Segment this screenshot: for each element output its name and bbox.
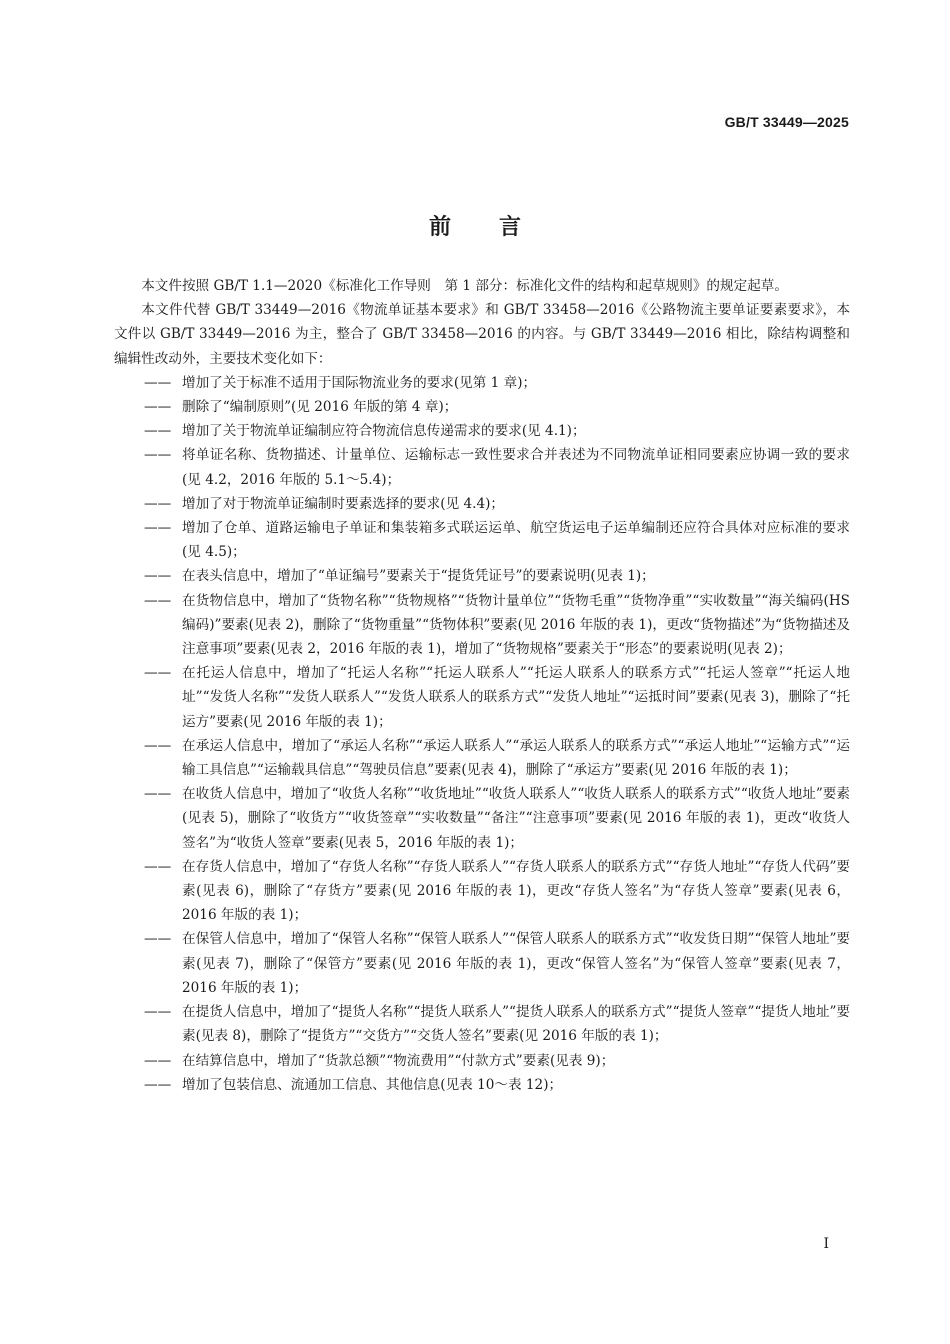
list-item <box>114 564 850 588</box>
dash-marker: —— <box>144 1004 172 1021</box>
list-item-text: 增加了关于标准不适用于国际物流业务的要求(见第 1 章)； <box>182 374 537 391</box>
page-number: I <box>823 1236 829 1252</box>
list-item-text: 在提货人信息中，增加了“提货人名称”“提货人联系人”“提货人联系人的联系方式”“提货人签章”“提货人地址”要素(见表 8)，删除了“提货方”“交货方”“交货人签名”要素(见 2016 年版的表 1)； <box>182 1004 850 1045</box>
list-item <box>114 734 850 782</box>
list-item <box>114 927 850 1000</box>
dash-marker: —— <box>144 592 172 609</box>
dash-marker: —— <box>144 399 172 416</box>
dash-marker: —— <box>144 447 172 464</box>
dash-marker: —— <box>144 858 172 875</box>
list-item-text: 在保管人信息中，增加了“保管人名称”“保管人联系人”“保管人联系人的联系方式”“收发货日期”“保管人地址”要素(见表 7)，删除了“保管方”要素(见 2016 年版的表 1)，更改“保管人签名”为“保管人签章”要素(见表 7，2016 年版的表 1)； <box>182 931 850 996</box>
list-item-text: 增加了包装信息、流通加工信息、其他信息(见表 10～表 12)； <box>182 1076 563 1093</box>
dash-marker: —— <box>144 1052 172 1069</box>
list-item-text: 删除了“编制原则”(见 2016 年版的第 4 章)； <box>182 399 458 416</box>
list-item <box>114 1000 850 1048</box>
list-item <box>114 492 850 516</box>
list-item-text: 在存货人信息中，增加了“存货人名称”“存货人联系人”“存货人联系人的联系方式”“存货人地址”“存货人代码”要素(见表 6)，删除了“存货方”要素(见 2016 年版的表 1)，更改“存货人签名”为“存货人签章”要素(见表 6，2016 年版的表 1)； <box>182 858 850 924</box>
list-item-text: 将单证名称、货物描述、计量单位、运输标志一致性要求合并表述为不同物流单证相同要素应协调一致的要求(见 4.2，2016 年版的 5.1～5.4)； <box>182 447 850 488</box>
list-item-text: 增加了对于物流单证编制时要素选择的要求(见 4.4)； <box>182 495 505 512</box>
list-item-text: 在结算信息中，增加了“货款总额”“物流费用”“付款方式”要素(见表 9)； <box>182 1052 615 1069</box>
list-item <box>114 419 850 443</box>
list-item <box>114 395 850 419</box>
dash-marker: —— <box>144 931 172 948</box>
list-item-text: 在托运人信息中，增加了“托运人名称”“托运人联系人”“托运人联系人的联系方式”“托运人签章”“托运人地址”“发货人名称”“发货人联系人”“发货人联系人的联系方式”“发货人地址”“运抵时间”要素(见表 3)，删除了“托运方”要素(见 2016 年版的表 1)； <box>182 665 850 730</box>
list-item-text: 增加了关于物流单证编制应符合物流信息传递需求的要求(见 4.1)； <box>182 423 586 440</box>
list-item-text: 增加了仓单、道路运输电子单证和集装箱多式联运运单、航空货运电子运单编制还应符合具体对应标准的要求(见 4.5)； <box>182 520 850 561</box>
list-item <box>114 589 850 662</box>
dash-marker: —— <box>144 423 172 440</box>
list-item-text: 在表头信息中，增加了“单证编号”要素关于“提货凭证号”的要素说明(见表 1)； <box>182 568 655 585</box>
dash-marker: —— <box>144 1076 172 1093</box>
paragraph-replacement-statement: 本文件代替 GB/T 33449—2016《物流单证基本要求》和 GB/T 33458—2016《公路物流主要单证要素要求》，本文件以 GB/T 33449—2016 为主，整合了 GB/T 33458—2016 的内容。与 GB/T 33449—2016 相比，除结构调整和编辑性改动外，主要技术变化如下： <box>114 302 850 367</box>
paragraph-drafting-rules: 本文件按照 GB/T 1.1—2020《标准化工作导则 第 1 部分：标准化文件的结构和起草规则》的规定起草。 <box>141 278 788 294</box>
dash-marker: —— <box>144 374 172 391</box>
list-item <box>114 855 850 928</box>
dash-marker: —— <box>144 520 172 537</box>
list-item-text: 在收货人信息中，增加了“收货人名称”“收货地址”“收货人联系人”“收货人联系人的联系方式”“收货人地址”要素(见表 5)，删除了“收货方”“收货签章”“实收数量”“备注”“注意事项”要素(见 2016 年版的表 1)，更改“收货人签名”为“收货人签章”要素(见表 5，2016 年版的表 1)； <box>182 786 850 851</box>
list-item <box>114 443 850 491</box>
list-item <box>114 661 850 734</box>
dash-marker: —— <box>144 665 172 682</box>
page-title: 前言 <box>428 214 569 240</box>
dash-marker: —— <box>144 568 172 585</box>
dash-marker: —— <box>144 737 172 754</box>
list-item <box>114 1073 850 1097</box>
list-item <box>114 516 850 564</box>
foreword-body <box>114 274 850 1097</box>
dash-marker: —— <box>144 495 172 512</box>
list-item <box>114 782 850 855</box>
dash-marker: —— <box>144 786 172 803</box>
list-item-text: 在货物信息中，增加了“货物名称”“货物规格”“货物计量单位”“货物毛重”“货物净重”“实收数量”“海关编码(HS 编码)”要素(见表 2)，删除了“货物重量”“货物体积”要素(见 2016 年版的表 1)，更改“货物描述”为“货物描述及注意事项”要素(见表 2，2016 年版的表 1)，增加了“货物规格”要素关于“形态”的要素说明(见表 2)； <box>182 592 850 658</box>
list-item <box>114 1049 850 1073</box>
standard-number: GB/T 33449—2025 <box>724 114 849 130</box>
technical-changes-list <box>114 371 850 1097</box>
list-item <box>114 371 850 395</box>
list-item-text: 在承运人信息中，增加了“承运人名称”“承运人联系人”“承运人联系人的联系方式”“承运人地址”“运输方式”“运输工具信息”“运输载具信息”“驾驶员信息”要素(见表 4)，删除了“承运方”要素(见 2016 年版的表 1)； <box>182 737 850 779</box>
